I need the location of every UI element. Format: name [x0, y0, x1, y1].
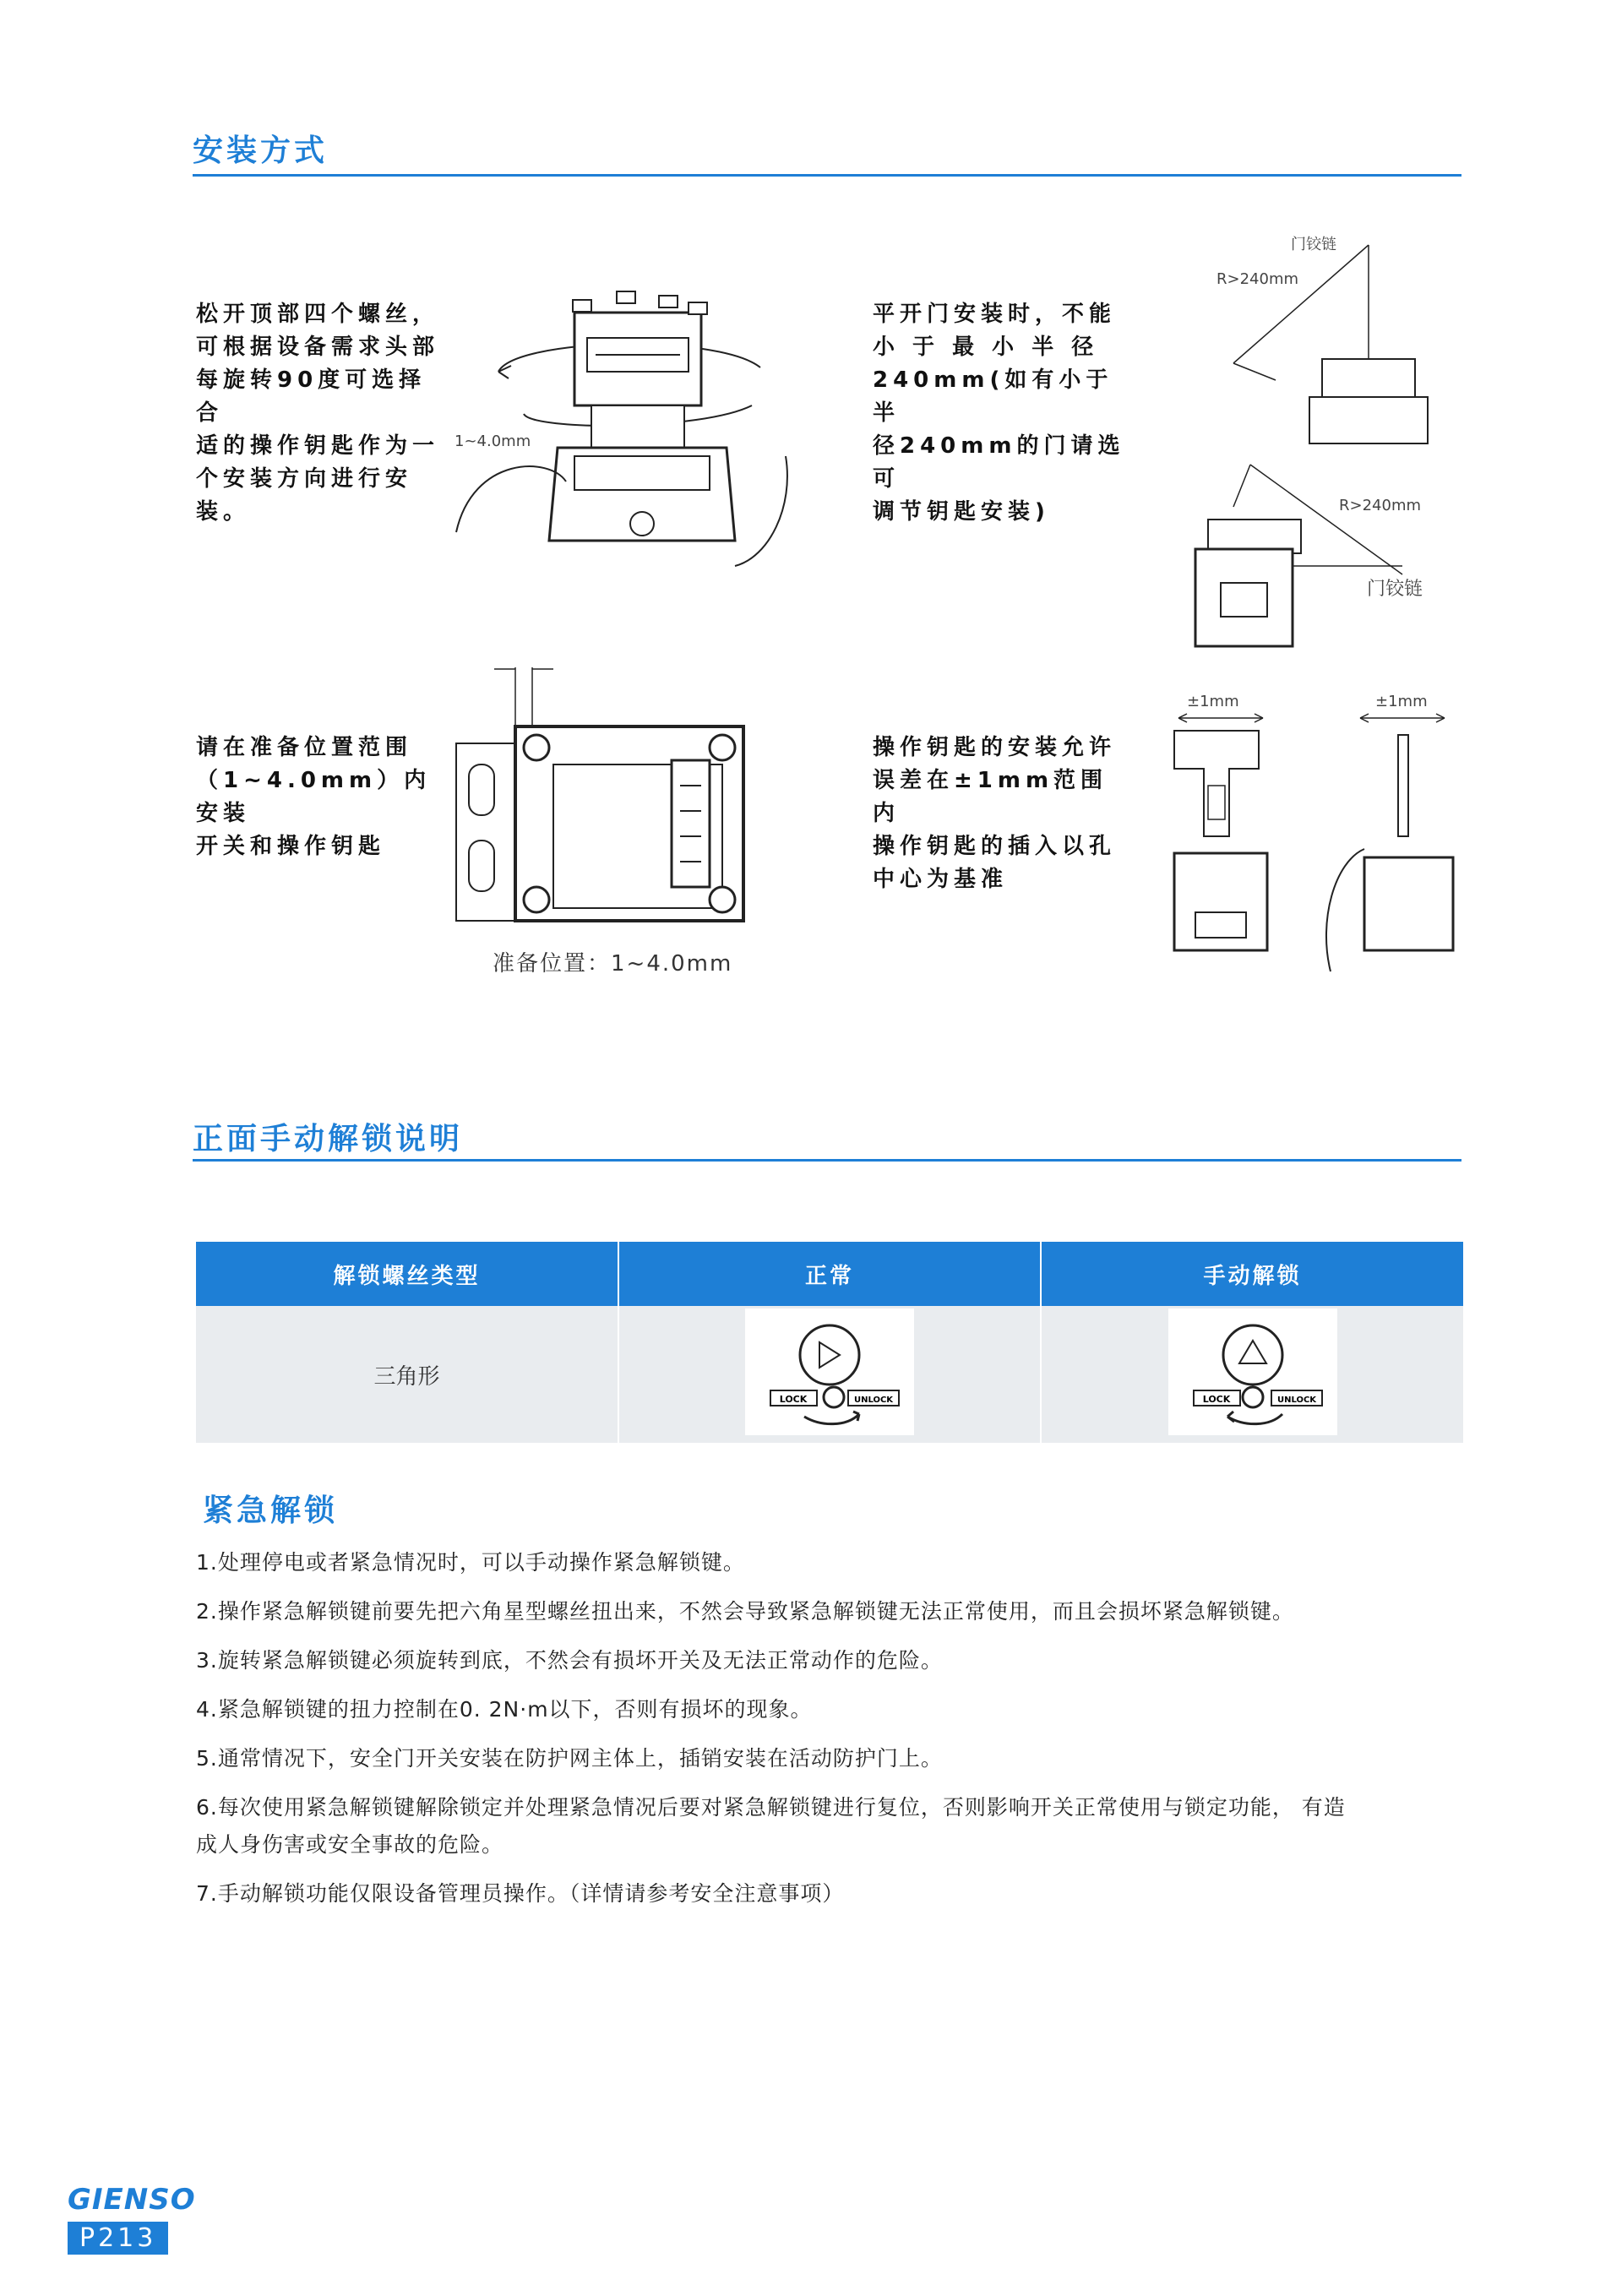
list-item: 1.处理停电或者紧急情况时，可以手动操作紧急解锁键。: [196, 1550, 745, 1575]
lock-dial-normal: [745, 1309, 914, 1435]
lock-text: LOCK: [779, 1393, 808, 1405]
section-rule: [193, 174, 1461, 177]
list-item: 4.紧急解锁键的扭力控制在0. 2N·m以下，否则有损坏的现象。: [196, 1697, 813, 1722]
radius-label-bottom: R>240mm: [1339, 497, 1422, 514]
section-title-manual-unlock: 正面手动解锁说明: [193, 1122, 464, 1156]
brand-logo: GIENSO: [68, 2183, 196, 2217]
tolerance-label-left: ±1mm: [1187, 693, 1239, 710]
radius-label-top: R>240mm: [1216, 270, 1299, 288]
position-caption: 准备位置：1~4.0mm: [493, 951, 733, 977]
section-title-install: 安装方式: [193, 133, 329, 168]
position-figure: [448, 659, 786, 946]
list-item: 2.操作紧急解锁键前要先把六角星型螺丝扭出来，不然会导致紧急解锁键无法正常使用，而且会损坏紧急解锁键。: [196, 1599, 1294, 1624]
unlock-text: UNLOCK: [1276, 1395, 1316, 1405]
col-header-manual: 手动解锁: [1041, 1242, 1463, 1306]
list-item: 6.每次使用紧急解锁键解除锁定并处理紧急情况后要对紧急解锁键进行复位，否则影响开关正常使用与锁定功能， 有造: [196, 1795, 1346, 1820]
unlock-text: UNLOCK: [853, 1395, 894, 1405]
install-position-text: 请在准备位置范围 （1~4.0mm）内安装 开关和操作钥匙: [196, 735, 432, 859]
hinge-label-bottom: 门铰链: [1367, 579, 1423, 600]
lock-text: LOCK: [1202, 1393, 1230, 1405]
emergency-list: [196, 1544, 1480, 1912]
tolerance-label-right: ±1mm: [1375, 693, 1428, 710]
normal-state-cell: [618, 1306, 1041, 1443]
head-rotation-figure: [448, 287, 811, 566]
list-item: 5.通常情况下，安全门开关安装在防护网主体上，插销安装在活动防护门上。: [196, 1746, 943, 1771]
manual-state-cell: [1041, 1306, 1463, 1443]
section-rule: [193, 1159, 1461, 1162]
install-gap-label: 1~4.0mm: [454, 433, 531, 450]
col-header-normal: 正常: [618, 1242, 1041, 1306]
hinge-label-top: 门铰链: [1291, 236, 1336, 253]
unlock-table: [196, 1242, 1463, 1443]
install-tolerance-text: 操作钥匙的安装允许 误差在±1mm范围内 操作钥匙的插入以孔 中心为基准: [873, 735, 1117, 892]
lock-dial-manual: [1168, 1309, 1337, 1435]
row-type-cell: 三角形: [196, 1306, 618, 1443]
install-rotate-text: 松开顶部四个螺丝， 可根据设备需求头部 每旋转90度可选择合 适的操作钥匙作为一 个安装方向进行安 装。: [196, 302, 440, 525]
tolerance-figure: [1166, 701, 1470, 988]
section-title-emergency: 紧急解锁: [203, 1493, 339, 1528]
list-item: 成人身伤害或安全事故的危险。: [196, 1832, 504, 1857]
col-header-type: 解锁螺丝类型: [196, 1242, 618, 1306]
install-radius-text: 平开门安装时，不能 小 于 最 小 半 径 240mm(如有小于半 径240mm的门请选可 调节钥匙安装): [873, 302, 1125, 525]
list-item: 7.手动解锁功能仅限设备管理员操作。（详情请参考安全注意事项）: [196, 1881, 845, 1906]
list-item: 3.旋转紧急解锁键必须旋转到底，不然会有损坏开关及无法正常动作的危险。: [196, 1648, 943, 1673]
page-number: P213: [68, 2222, 168, 2255]
